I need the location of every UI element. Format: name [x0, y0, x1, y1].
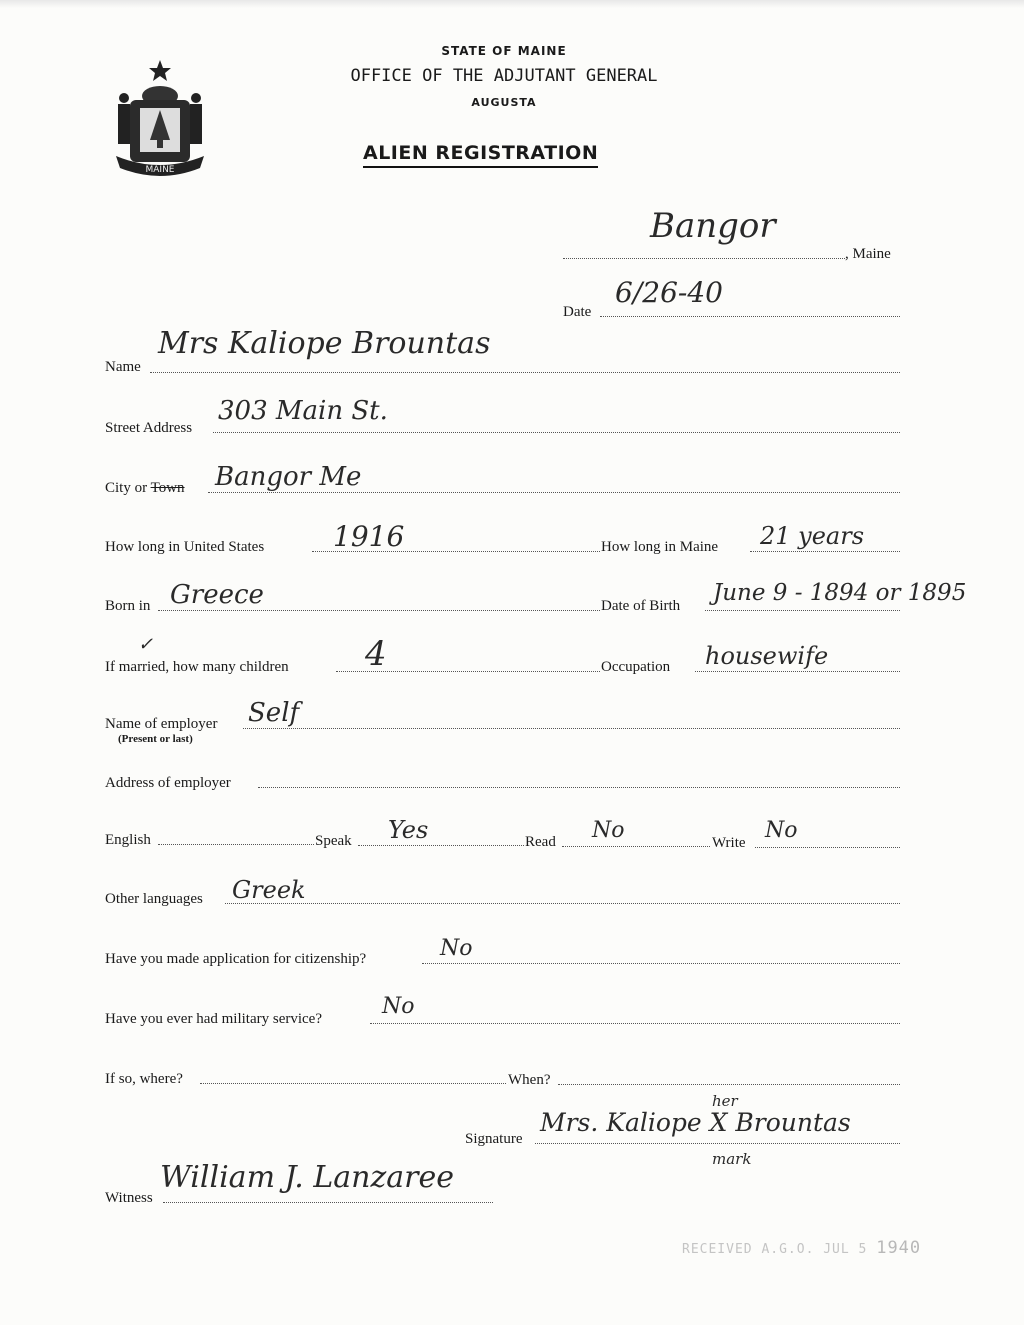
occupation-label: Occupation	[601, 659, 671, 675]
citizenship-label: Have you made application for citizenship?	[105, 951, 367, 967]
header-state: STATE OF MAINE	[441, 44, 567, 58]
how-long-us-value: 1916	[333, 520, 405, 553]
read-label: Read	[525, 834, 556, 850]
write-label: Write	[712, 835, 746, 851]
how-long-maine-value: 21 years	[760, 522, 865, 550]
signature-line	[535, 1143, 900, 1144]
form-title: ALIEN REGISTRATION	[363, 142, 598, 168]
read-value: No	[592, 818, 625, 843]
how-long-maine-label: How long in Maine	[601, 539, 719, 555]
place-suffix: , Maine	[845, 246, 891, 262]
where-line	[200, 1083, 506, 1084]
write-value: No	[765, 818, 798, 843]
speak-line	[358, 845, 524, 846]
dob-line	[705, 610, 900, 611]
when-line	[558, 1084, 900, 1085]
city-label-struck: Town	[150, 480, 185, 496]
english-line	[158, 844, 314, 845]
dob-label: Date of Birth	[601, 598, 681, 614]
name-line	[150, 372, 900, 373]
street-value: 303 Main St.	[218, 396, 388, 426]
where-label: If so, where?	[105, 1071, 183, 1087]
other-languages-value: Greek	[232, 876, 306, 904]
signature-her: her	[712, 1092, 738, 1110]
employer-label: Name of employer	[105, 716, 218, 732]
speak-label: Speak	[315, 833, 352, 849]
employer-address-label: Address of employer	[105, 775, 231, 791]
citizenship-value: No	[440, 936, 473, 961]
signature-value: Mrs. Kaliope X Brountas	[540, 1108, 851, 1137]
other-languages-label: Other languages	[105, 891, 203, 907]
employer-line	[243, 728, 900, 729]
received-stamp-year: 1940	[876, 1238, 922, 1258]
military-line	[370, 1023, 900, 1024]
when-label: When?	[508, 1072, 551, 1088]
dob-value: June 9 - 1894 or 1895	[713, 580, 967, 606]
other-languages-line	[225, 903, 900, 904]
seal-text: MAINE	[145, 165, 175, 175]
born-in-value: Greece	[170, 580, 264, 610]
date-line	[600, 316, 900, 317]
header-city: AUGUSTA	[471, 96, 537, 109]
place-line	[563, 258, 845, 259]
received-stamp-text: RECEIVED A.G.O. JUL 5	[682, 1242, 868, 1257]
witness-value: William J. Lanzaree	[160, 1160, 454, 1195]
employer-address-line	[258, 787, 900, 788]
write-line	[755, 847, 900, 848]
name-value: Mrs Kaliope Brountas	[158, 326, 491, 361]
how-long-us-label: How long in United States	[105, 539, 265, 555]
born-in-label: Born in	[105, 598, 151, 614]
read-line	[562, 846, 710, 847]
witness-label: Witness	[105, 1190, 153, 1206]
street-line	[213, 432, 900, 433]
city-label	[105, 480, 185, 497]
city-value: Bangor Me	[215, 462, 362, 492]
children-label: If married, how many children	[105, 659, 289, 675]
scan-edge	[0, 0, 1024, 8]
employer-value: Self	[248, 698, 300, 728]
employer-sublabel: (Present or last)	[118, 733, 193, 745]
name-label: Name	[105, 359, 141, 375]
witness-line	[163, 1202, 493, 1203]
children-value: 4	[365, 634, 387, 674]
military-label: Have you ever had military service?	[105, 1011, 322, 1027]
speak-value: Yes	[388, 816, 429, 844]
date-value: 6/26-40	[615, 276, 723, 309]
city-line	[208, 492, 900, 493]
married-check-mark: ✓	[138, 634, 154, 655]
citizenship-line	[422, 963, 900, 964]
header-office: OFFICE OF THE ADJUTANT GENERAL	[350, 66, 658, 86]
occupation-line	[695, 671, 900, 672]
occupation-value: housewife	[705, 642, 829, 670]
signature-mark: mark	[712, 1150, 752, 1168]
how-long-maine-line	[750, 551, 900, 552]
english-label: English	[105, 832, 151, 848]
street-label: Street Address	[105, 420, 193, 436]
signature-label: Signature	[465, 1131, 523, 1147]
military-value: No	[382, 994, 415, 1019]
received-stamp	[682, 1238, 921, 1258]
date-label: Date	[563, 304, 592, 320]
born-in-line	[158, 610, 600, 611]
city-label-prefix: City or	[105, 480, 151, 496]
place-value: Bangor	[650, 206, 776, 246]
